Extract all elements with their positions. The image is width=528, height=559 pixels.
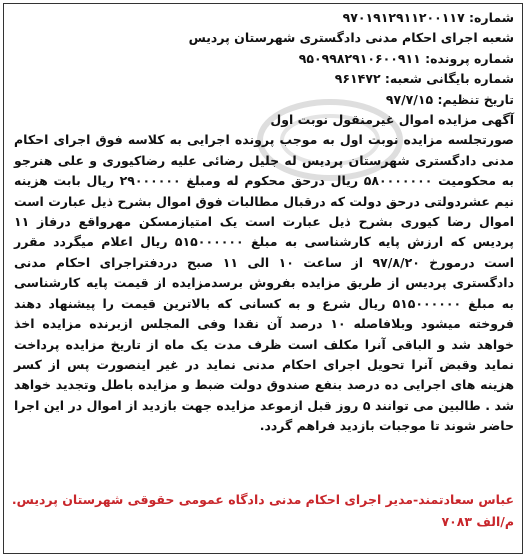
notice-number: شماره: ۹۷۰۱۹۱۲۹۱۱۲۰۰۱۱۷ <box>342 10 514 25</box>
notice-title: آگهی مزایده اموال غیرمنقول نوبت اول <box>270 112 514 128</box>
archive-number: شماره بایگانی شعبه: ۹۶۱۴۷۲ <box>334 71 514 87</box>
signature-block <box>11 489 514 533</box>
case-number: شماره پرونده: ۹۵۰۹۹۸۲۹۱۰۶۰۰۹۱۱ <box>298 50 514 66</box>
reference-code: م/الف ۷۰۸۳ <box>441 514 514 529</box>
signatory-name: عباس سعادتمند-مدیر اجرای احکام مدنی دادگاه عمومی حقوقی شهرستان پردیس. <box>11 492 514 507</box>
court-branch: شعبه اجرای احکام مدنی دادگستری شهرستان پردیس <box>188 30 514 46</box>
notice-body: صورتجلسه مزایده نوبت اول به موجب پرونده اجرایی به کلاسه فوق اجرای احکام مدنی دادگستری شهرستان پردیس له جلیل رضائی علیه رضاکیوری و علی هنرجو به محکومیت ۵۸۰۰۰۰۰۰۰ ریال درحق محکوم له ومبلغ ۲۹۰۰۰۰۰۰ ریال بابت هزینه نیم عشردولتی درحق دولت که درقبال مطالبات فوق اموال بشرح ذیل عبارت است اموال رضا کیوری بشرح ذیل عبارت است یک امتیازمسکن مهرواقع درفاز ۱۱ پردیس که ارزش پایه کارشناسی به مبلغ ۵۱۵۰۰۰۰۰۰ ریال اعلام میگردد مقرر است درمورخ ۹۷/۸/۲۰ از ساعت ۱۰ الی ۱۱ صبح دردفتراجرای احکام مدنی دادگستری پردیس از طریق مزایده بفروش برسدمزایده از قیمت پایه کارشناسی به مبلغ ۵۱۵۰۰۰۰۰۰ ریال شرع و به کسانی که بالاترین قیمت را پیشنهاد دهند فروخته میشود وبلافاصله ۱۰ درصد آن نقدا وفی المجلس ازبرنده مزایده اخذ خواهد شد و الباقی آنرا مکلف است ظرف مدت یک ماه از تاریخ مزایده پرداخت نماید وقبض آنرا تحویل اجرای احکام مدنی نماید در غیر اینصورت پس از کسر هزینه های اجرایی ده درصد بنفع صندوق دولت ضبط و مزایده باطل وتجدید خواهد شد . طالبین می توانند ۵ روز قبل ازموعد مزایده جهت بازدید از اموال در این اجرا حاضر شوند تا موجبات بازدید فراهم گردد. <box>14 132 514 434</box>
legal-notice <box>14 8 514 437</box>
issue-date: تاریخ تنظیم: ۹۷/۷/۱۵ <box>385 91 514 107</box>
